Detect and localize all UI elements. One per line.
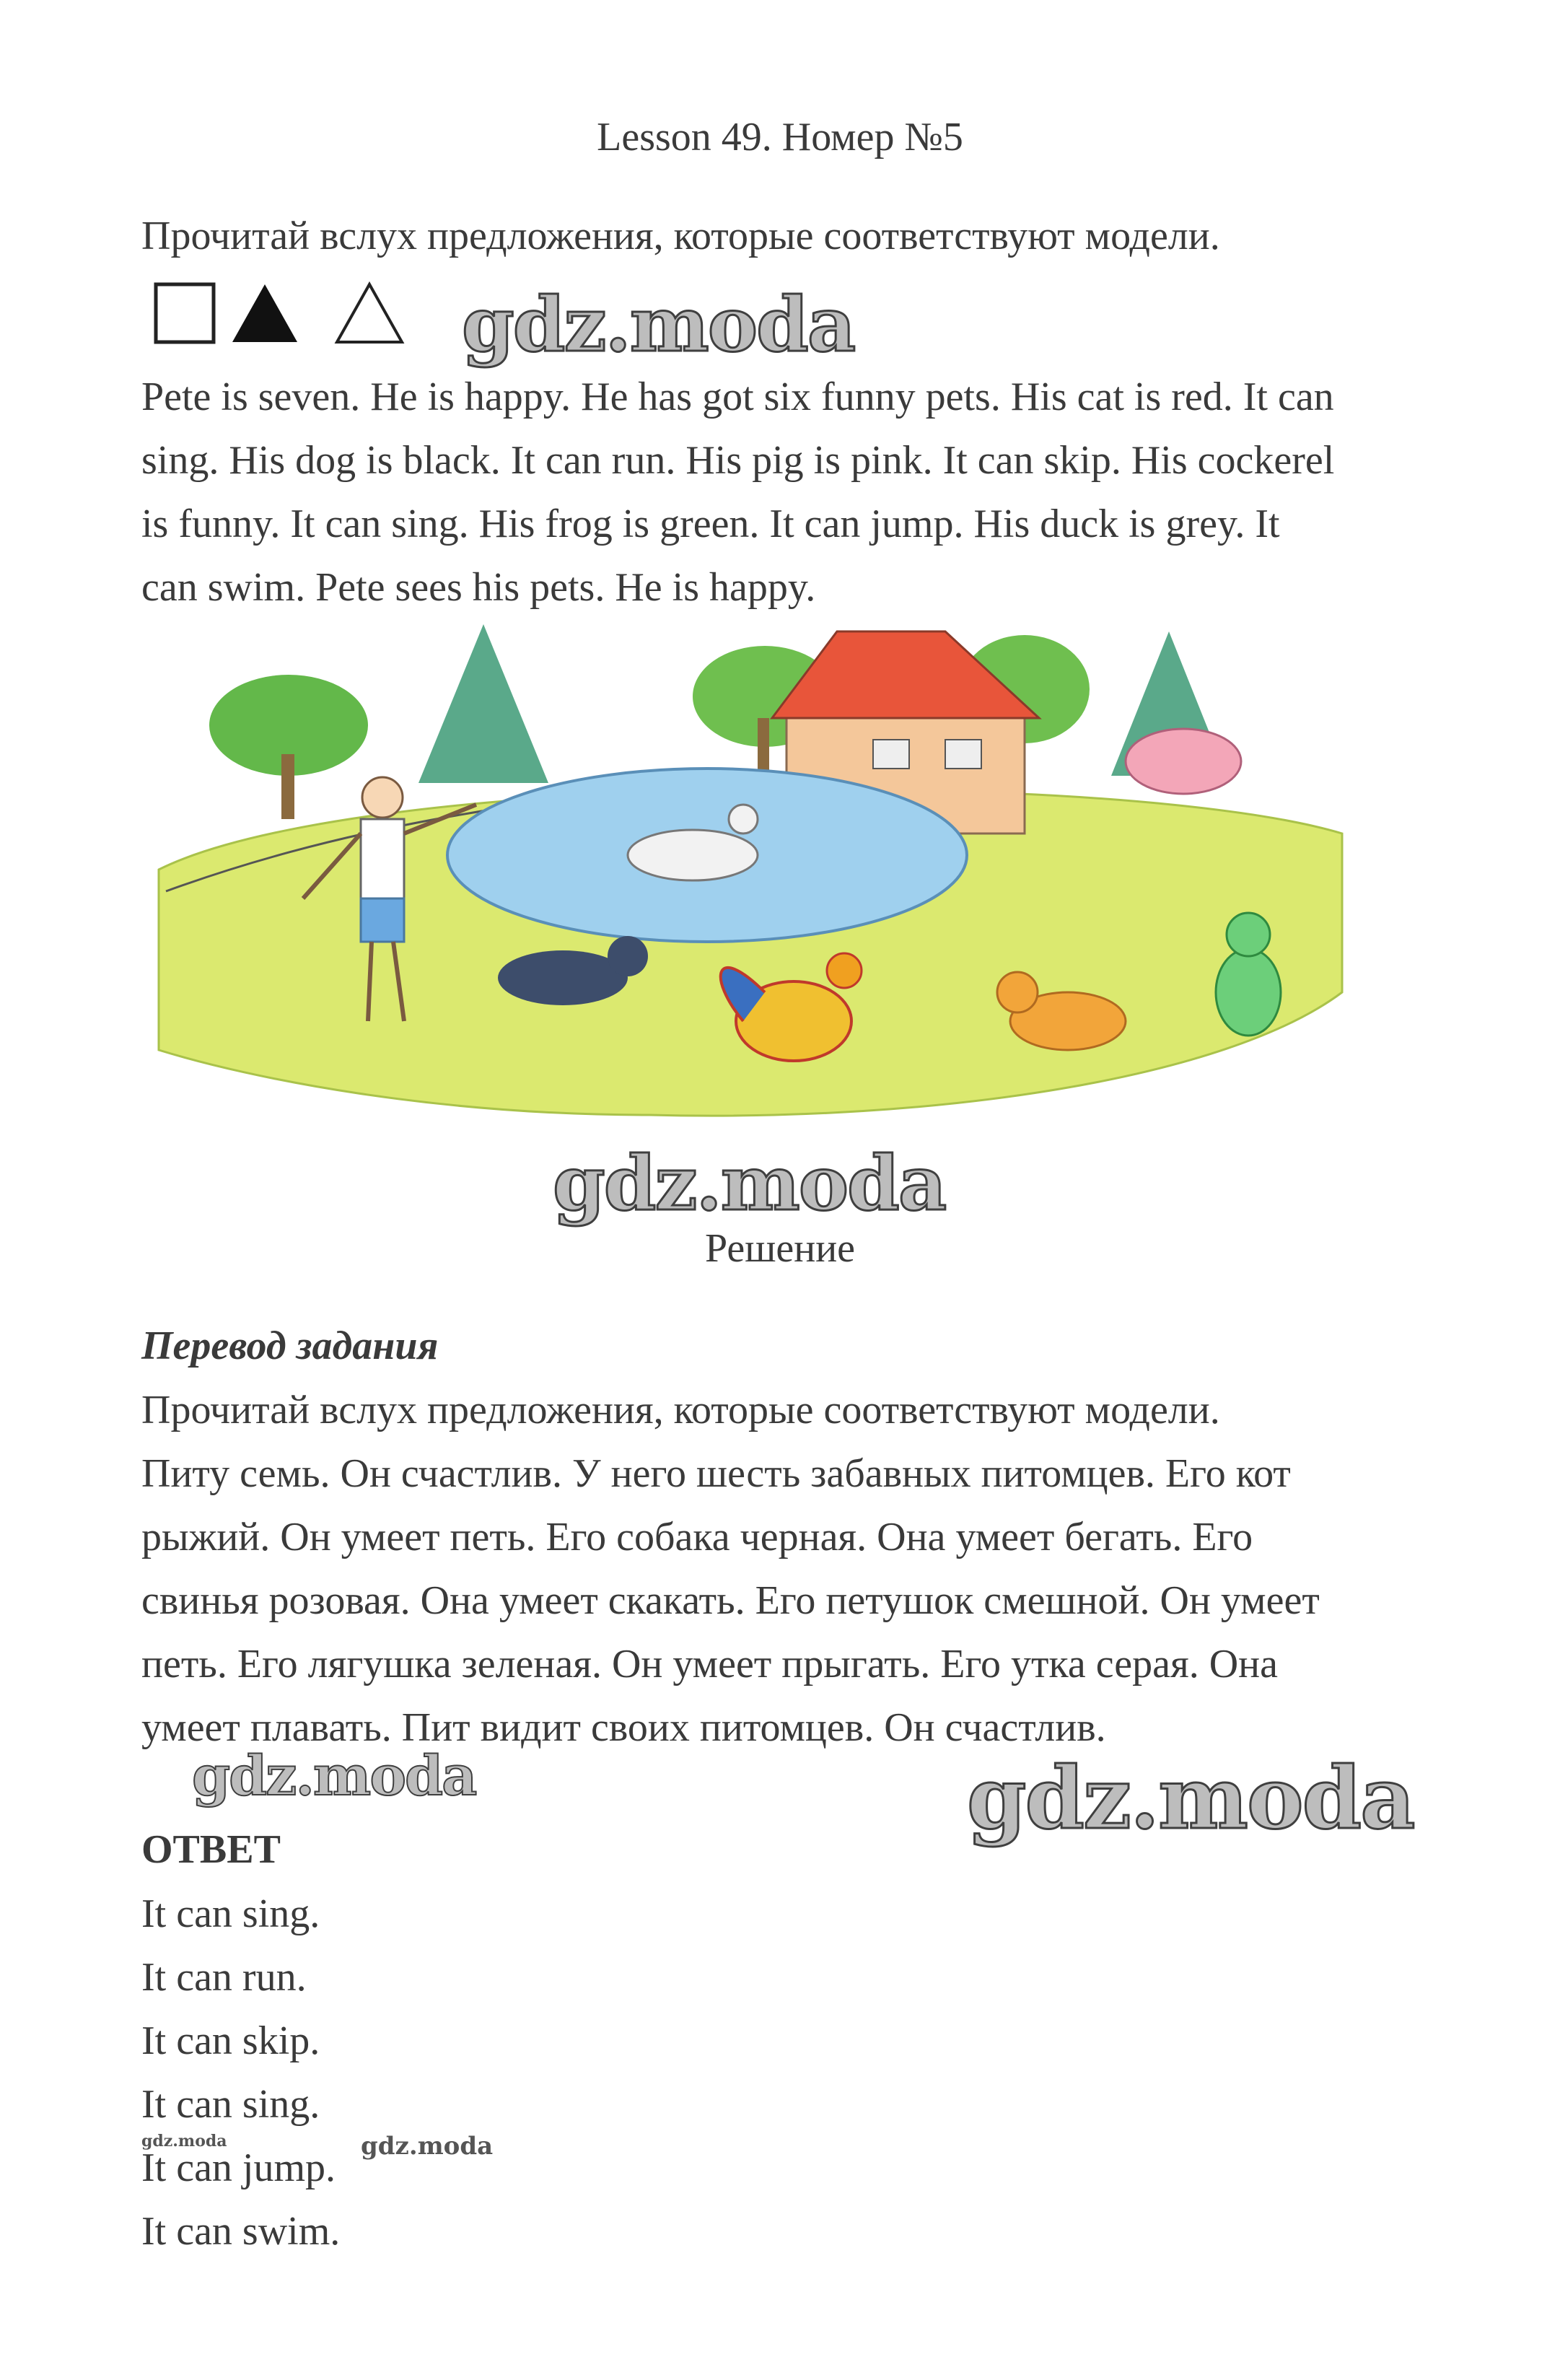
watermark-logo: gdz.moda <box>553 1139 946 1228</box>
english-line: is funny. It can sing. His frog is green. It can jump. His duck is grey. It <box>141 502 1280 546</box>
empty-triangle-icon <box>337 284 402 342</box>
boy-head <box>362 777 403 818</box>
answer-heading: ОТВЕТ <box>141 1827 281 1872</box>
cat-head <box>997 972 1038 1012</box>
answer-item: It can swim. <box>141 2209 341 2254</box>
page-title: Lesson 49. Номер №5 <box>597 115 963 159</box>
answer-item: It can skip. <box>141 2018 320 2063</box>
answer-item: It can jump. <box>141 2145 336 2190</box>
watermark-logo: gdz.moda <box>192 1744 476 1808</box>
duck-icon <box>628 830 758 880</box>
empty-square-icon <box>156 284 214 342</box>
english-text <box>141 365 1433 619</box>
answer-item: It can sing. <box>141 1891 320 1936</box>
cockerel-head <box>827 953 862 988</box>
answer-item: It can run. <box>141 1955 307 2000</box>
russian-translation <box>141 1378 1433 1759</box>
frog-head <box>1227 913 1270 956</box>
watermark-logo: gdz.moda <box>462 280 855 369</box>
pets-illustration <box>144 617 1357 1151</box>
duck-head <box>729 805 758 834</box>
answer-list <box>141 1882 340 2263</box>
russian-line: умеет плавать. Пит видит своих питомцев. Он счастлив. <box>141 1705 1106 1750</box>
russian-line: Питу семь. Он счастлив. У него шесть забавных питомцев. Его кот <box>141 1451 1291 1496</box>
frog-icon <box>1216 949 1281 1036</box>
translation-heading: Перевод задания <box>141 1324 439 1368</box>
model-shapes <box>153 276 456 355</box>
watermark-logo: gdz.moda <box>967 1748 1414 1848</box>
english-line: Pete is seven. He is happy. He has got six funny pets. His cat is red. It can <box>141 375 1334 419</box>
watermark-logo: gdz.moda <box>141 2132 227 2151</box>
russian-line: свинья розовая. Она умеет скакать. Его петушок смешной. Он умеет <box>141 1578 1320 1623</box>
pig-icon <box>1126 729 1241 794</box>
pine-tree-icon <box>419 624 548 783</box>
task-instruction: Прочитай вслух предложения, которые соответствуют модели. <box>141 214 1220 258</box>
russian-line: петь. Его лягушка зеленая. Он умеет прыгать. Его утка серая. Она <box>141 1642 1278 1686</box>
tree-trunk <box>281 754 294 819</box>
english-line: sing. His dog is black. It can run. His pig is pink. It can skip. His cockerel <box>141 438 1335 483</box>
house-window <box>873 740 909 769</box>
russian-line: Прочитай вслух предложения, которые соответствуют модели. <box>141 1388 1220 1432</box>
boy-shorts <box>361 898 404 942</box>
english-line: can swim. Pete sees his pets. He is happy. <box>141 565 816 610</box>
boy-body <box>361 819 404 898</box>
house-window <box>945 740 981 769</box>
solution-label: Решение <box>704 1226 856 1271</box>
filled-triangle-icon <box>232 284 297 342</box>
russian-line: рыжий. Он умеет петь. Его собака черная. Она умеет бегать. Его <box>141 1515 1253 1559</box>
dog-head <box>608 936 648 976</box>
watermark-logo: gdz.moda <box>361 2132 494 2161</box>
answer-item: It can sing. <box>141 2082 320 2127</box>
